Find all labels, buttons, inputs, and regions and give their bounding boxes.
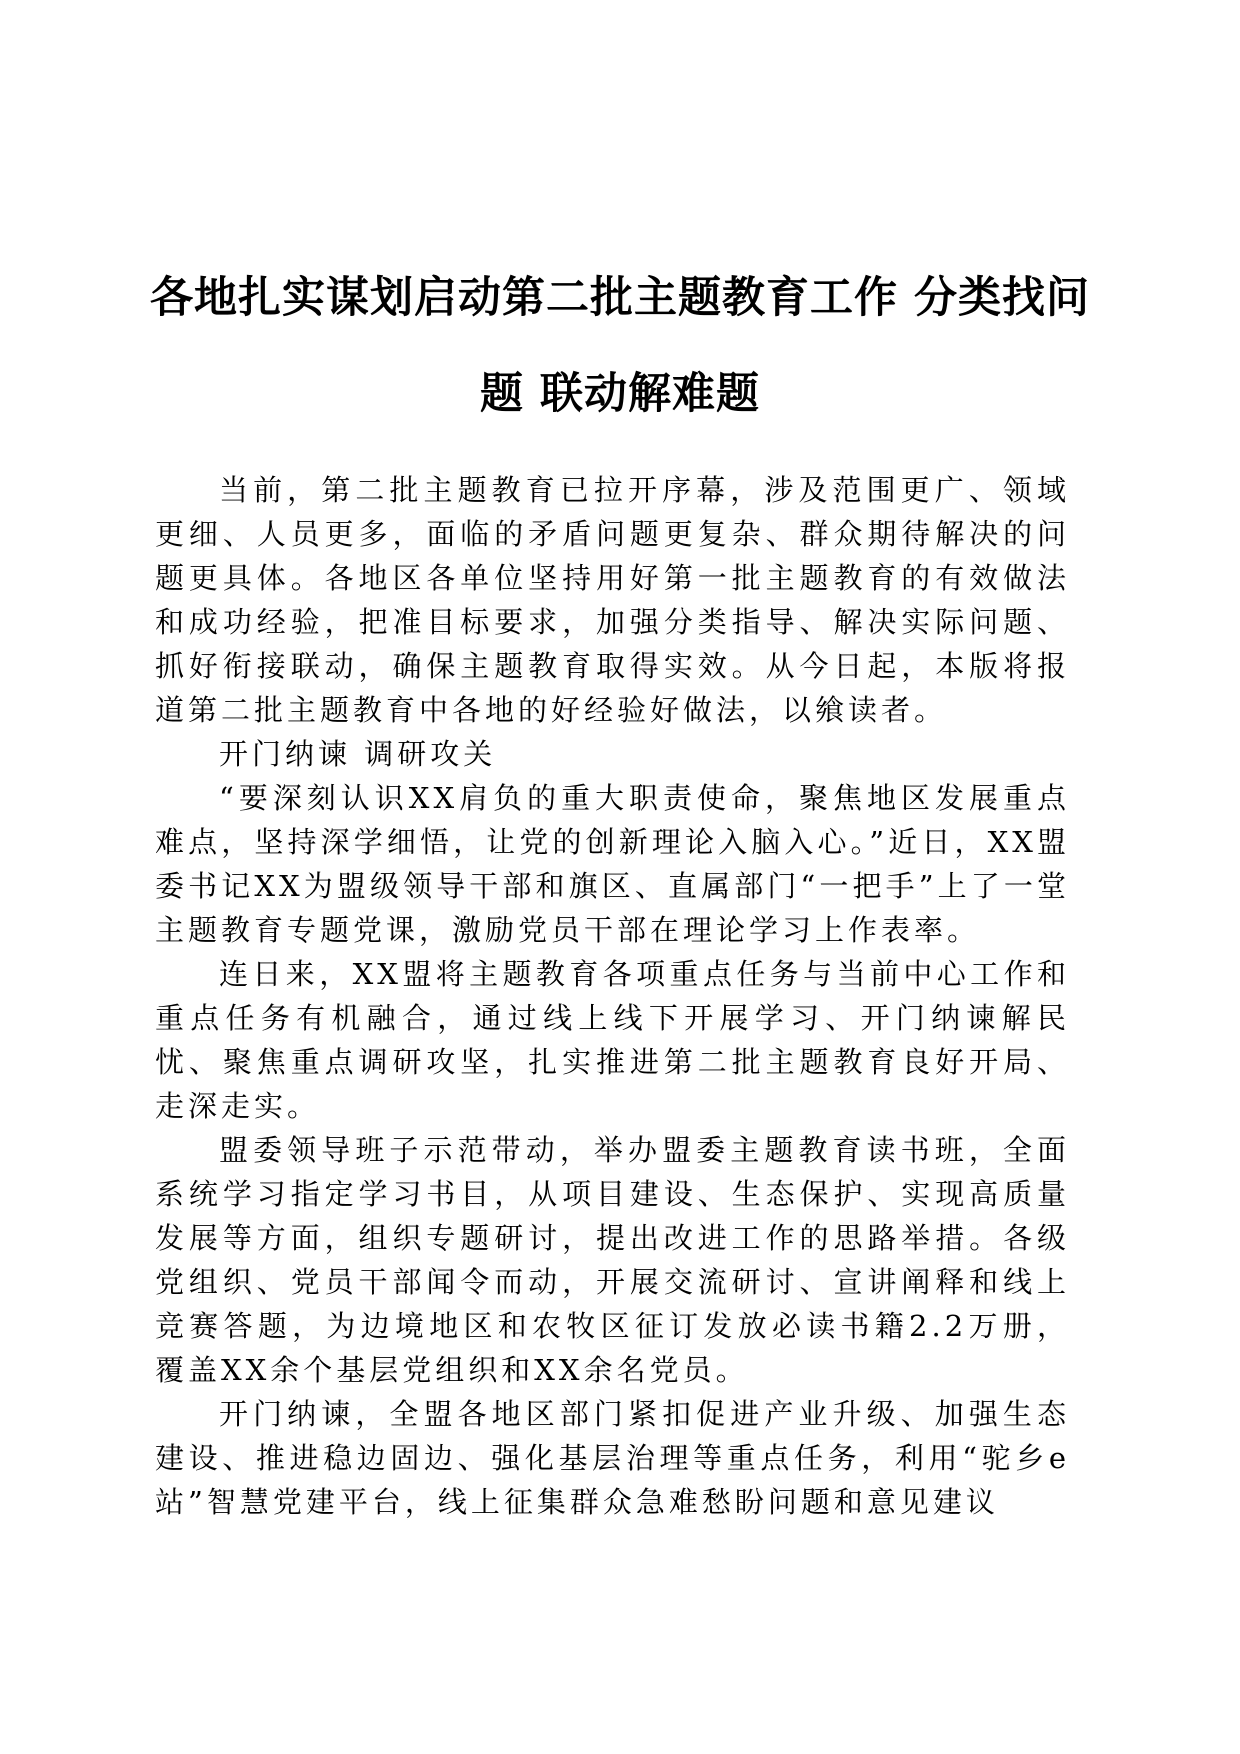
paragraph-intro: 当前，第二批主题教育已拉开序幕，涉及范围更广、领域更细、人员更多，面临的矛盾问题更复杂、群众期待解决的问题更具体。各地区各单位坚持用好第一批主题教育的有效做法和成功经验，把准目标要求，加强分类指导、解决实际问题、抓好衔接联动，确保主题教育取得实效。从今日起，本版将报道第二批主题教育中各地的好经验好做法，以飨读者。 [155,473,1070,727]
section-heading: 开门纳谏 调研攻关 [219,737,497,771]
document-body [155,468,1070,1524]
paragraph: 连日来，XX盟将主题教育各项重点任务与当前中心工作和重点任务有机融合，通过线上线下开展学习、开门纳谏解民忧、聚焦重点调研攻坚，扎实推进第二批主题教育良好开局、走深走实。 [155,957,1070,1123]
paragraph: 开门纳谏，全盟各地区部门紧扣促进产业升级、加强生态建设、推进稳边固边、强化基层治理等重点任务，利用“驼乡e站”智慧党建平台，线上征集群众急难愁盼问题和意见建议 [155,1397,1070,1519]
paragraph: 盟委领导班子示范带动，举办盟委主题教育读书班，全面系统学习指定学习书目，从项目建设、生态保护、实现高质量发展等方面，组织专题研讨，提出改进工作的思路举措。各级党组织、党员干部闻令而动，开展交流研讨、宣讲阐释和线上竞赛答题，为边境地区和农牧区征订发放必读书籍2.2万册，覆盖XX余个基层党组织和XX余名党员。 [155,1133,1070,1387]
document-title: 各地扎实谋划启动第二批主题教育工作 分类找问题 联动解难题 [150,273,1090,419]
paragraph-quote: “要深刻认识XX肩负的重大职责使命，聚焦地区发展重点难点，坚持深学细悟，让党的创新理论入脑入心。”近日，XX盟委书记XX为盟级领导干部和旗区、直属部门“一把手”上了一堂主题教育专题党课，激励党员干部在理论学习上作表率。 [155,781,1070,947]
